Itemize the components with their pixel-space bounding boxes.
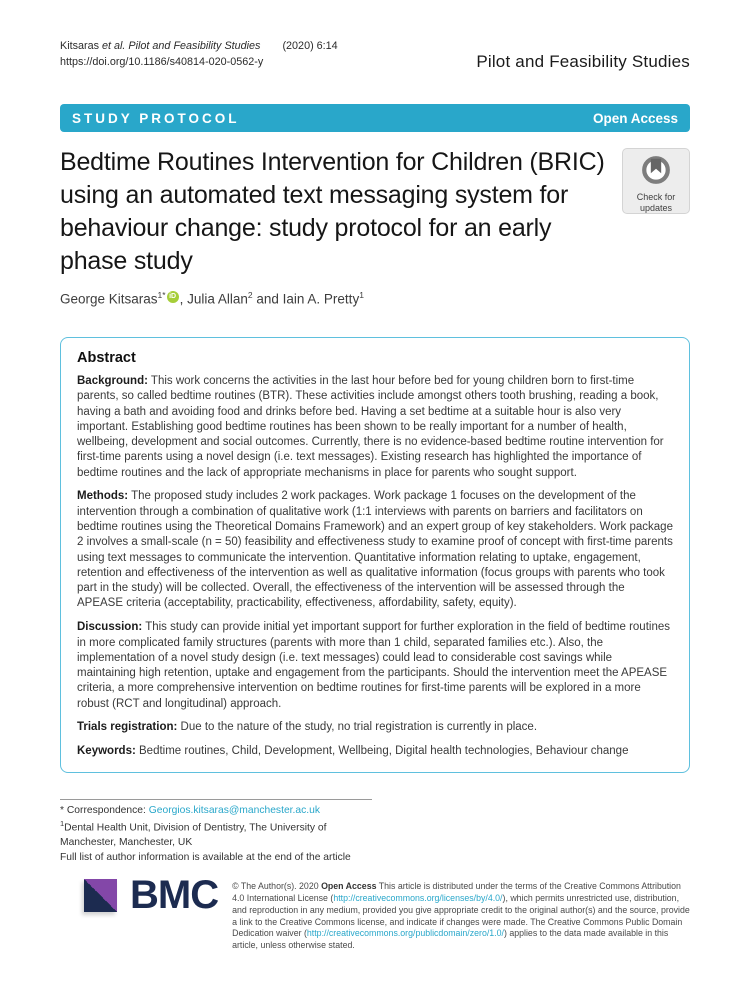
abstract-background-label: Background: [77, 375, 148, 387]
abstract-discussion: Discussion: This study can provide initial yet important support for further exploration in the field of bedtime routines in more complicated family structures (parents with more than 1 child, separated families etc.). Also, the implementation of a novel study design (i.e. text messages) could lead to considerable cost savings while maintaining high retention, uptake and engagement from the participants. Should the intervention meet the APEASE criteria, a more comprehensive intervention on bedtime routines for first-time parents will be explored in a more robust (RCT and longitudinal) approach. [77, 621, 670, 710]
abstract-keywords: Keywords: Bedtime routines, Child, Development, Wellbeing, Digital health technologies, Behaviour change [77, 745, 629, 758]
author-1-affiliation-sup: 1* [157, 290, 166, 300]
page-header [60, 38, 690, 72]
cc-by-license-link[interactable]: http://creativecommons.org/licenses/by/4.0/ [333, 893, 503, 904]
citation-block [60, 38, 338, 70]
abstract-methods: Methods: The proposed study includes 2 work packages. Work package 1 focuses on the development of the intervention through a combination of qualitative work (1:1 interviews with parents on barriers and facilitators on bedtime routines using the Theoretical Domains Framework) and an expert group of key stakeholders. Work package 2 involves a small-scale (n = 50) feasibility and effectiveness study to examine proof of concept with first-time parents using text messages to communicate the intervention. Quantitative information relating to uptake, engagement, retention and effectiveness of the intervention as well as qualitative information (focus groups with parents who took part in the study) will be collected. Overall, the effectiveness of the intervention will be assessed through the APEASE criteria (acceptability, practicability, effectiveness, affordability, safety, equity). [77, 490, 673, 610]
abstract-background: Background: This work concerns the activities in the last hour before bed for young children born to first-time parents, so called bedtime routines (BTR). These activities include amongst others tooth brushing, reading a book, having a bath and avoiding food and drinks before bed. Having a set bedtime at a suitable hour is also very important. Establishing good bedtime routines has been shown to be really important for a number of health, wellbeing, development and social outcomes. Currently, there is no evidence-based bedtime routine intervention for first-time parents using a novel design (i.e. text messages). Existing research has highlighted the importance of bedtime routines and the lack of appropriate mechanisms in place for parents who sought support. [77, 375, 664, 479]
abstract-trials-registration: Trials registration: Due to the nature of the study, no trial registration is currently in place. [77, 721, 538, 734]
citation-journal: et al. Pilot and Feasibility Studies [102, 40, 261, 52]
citation-author: Kitsaras [60, 40, 103, 52]
cc-zero-license-link[interactable]: http://creativecommons.org/publicdomain/zero/1.0/ [306, 928, 504, 939]
affiliation-line: $^1$Dental Health Unit, Division of Dentistry, The University of Manchester, Manchester, UK [60, 819, 327, 849]
correspondence-line: * Correspondence: Georgios.kitsaras@manchester.ac.uk [60, 805, 321, 817]
doi-text: https://doi.org/10.1186/s40814-020-0562-y [60, 56, 264, 69]
orcid-icon[interactable]: iD [167, 291, 179, 303]
page-footer [60, 873, 690, 952]
citation-line [60, 38, 338, 54]
abstract-box [60, 337, 690, 774]
article-type-label: STUDY PROTOCOL [72, 110, 240, 126]
article-title: Bedtime Routines Intervention for Children (BRIC) using an automated text messaging system for behaviour change: study protocol for an early phase study [60, 148, 605, 275]
bmc-logo-text: BMC [130, 873, 219, 918]
crossmark-icon [640, 154, 672, 191]
abstract-keywords-label: Keywords: [77, 745, 136, 758]
author-info-note: Full list of author information is available at the end of the article [60, 851, 351, 863]
check-for-updates-label: Check for updates [636, 192, 676, 213]
journal-name: Pilot and Feasibility Studies [476, 52, 690, 71]
abstract-trials-label: Trials registration: [77, 721, 178, 734]
abstract-discussion-label: Discussion: [77, 621, 143, 634]
correspondence-email-link[interactable]: Georgios.kitsaras@manchester.ac.uk [148, 805, 321, 817]
affiliation-sup: 1 [60, 819, 65, 829]
author-3: and Iain A. Pretty [252, 291, 360, 307]
footnote-divider [60, 799, 372, 800]
check-for-updates-badge[interactable] [622, 148, 690, 214]
bmc-logo [84, 873, 219, 918]
article-type-banner [60, 104, 690, 132]
citation-issue: (2020) 6:14 [282, 40, 338, 52]
author-1: George Kitsaras [60, 291, 158, 307]
bmc-logo-icon [84, 879, 117, 912]
open-access-label: Open Access [592, 110, 678, 126]
author-line [60, 290, 690, 307]
title-section [60, 146, 690, 278]
footnotes-block [60, 799, 372, 865]
author-2: , Julia Allan [179, 291, 248, 307]
author-3-affiliation-sup: 1 [359, 290, 364, 300]
author-2-affiliation-sup: 2 [247, 290, 253, 300]
abstract-methods-label: Methods: [77, 490, 129, 503]
license-text: © The Author(s). 2020 Open Access This article is distributed under the terms of the Creative Commons Attribution 4.0 International License (http://creativecommons.org/licenses/by/4.0/), which permits unrestricted use, distribution, and reproduction in any medium, provided you give appropriate credit to the original author(s) and the source, provide a link to the Creative Commons license, and indicate if changes were made. The Creative Commons Public Domain Dedication waiver (http://creativecommons.org/publicdomain/zero/1.0/) applies to the data made available in this article, unless otherwise stated. [232, 881, 690, 951]
license-open-access: Open Access [321, 881, 377, 892]
abstract-heading: Abstract [77, 349, 136, 366]
